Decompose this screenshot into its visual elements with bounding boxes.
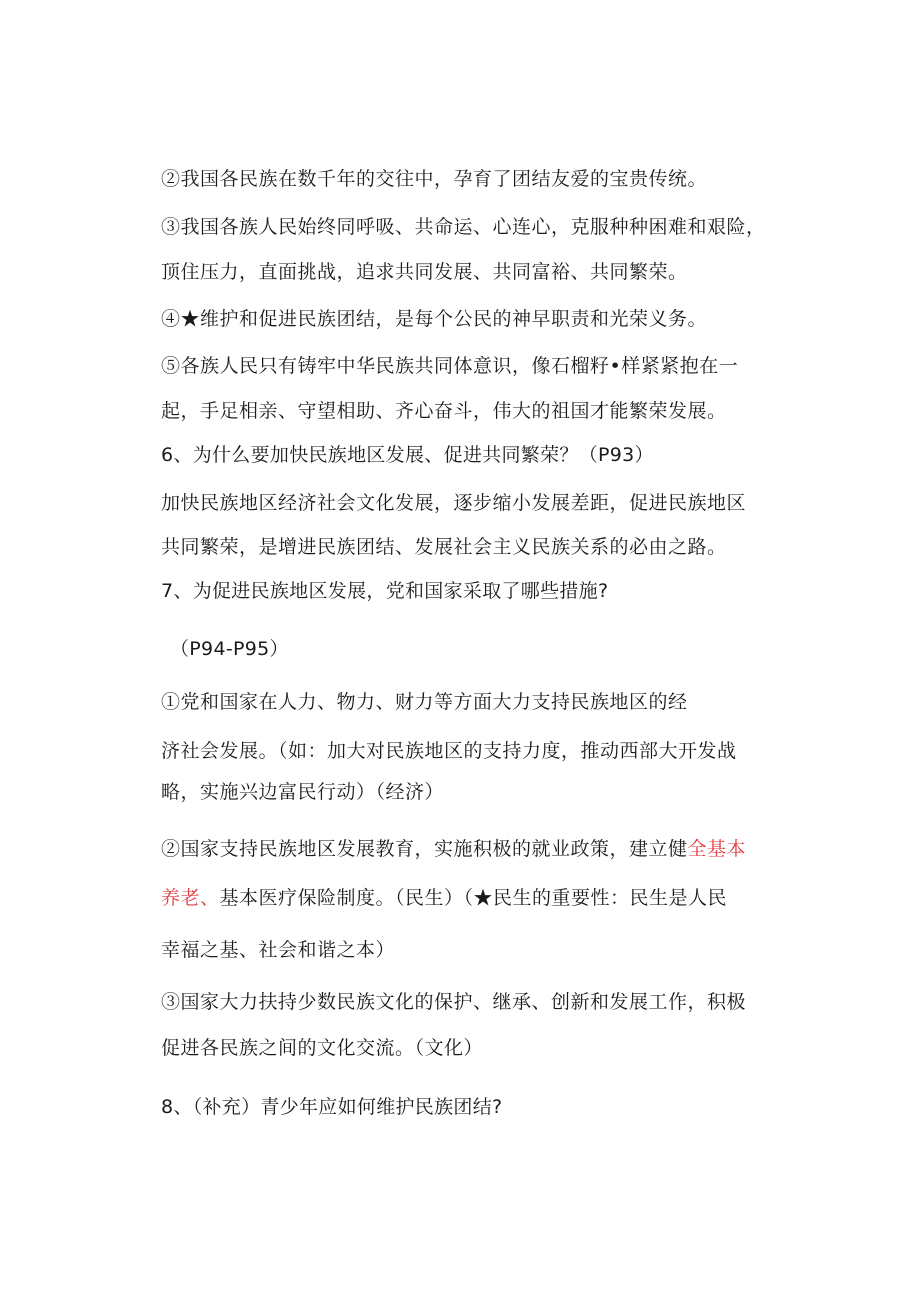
answer-6-line1: 加快民族地区经济社会文化发展，逐步缩小发展差距，促进民族地区 — [161, 492, 747, 514]
point-5-text-line1: ⑤各族人民只有铸牢中华民族共同体意识，像石榴籽•样紧紧抱在一 — [161, 355, 739, 377]
highlighted-text: 养老、 — [161, 887, 220, 909]
measure-3-line2: 促进各民族之间的文化交流。（文化） — [161, 1037, 484, 1059]
measure-2-line2 — [161, 885, 727, 911]
measure-2-line3: 幸福之基、社会和谐之本） — [161, 939, 396, 961]
measure-1-line3: 略，实施兴边富民行动）（经济） — [161, 781, 445, 803]
measure-2-line1-text: ②国家支持民族地区发展教育，实施积极的就业政策，建立健 — [161, 838, 688, 860]
point-3-text-line2: 顶住压力，直面挑战，追求共同发展、共同富裕、共同繁荣。 — [161, 261, 688, 283]
point-2-text: ②我国各民族在数千年的交往中，孕育了团结友爱的宝贵传统。 — [161, 168, 708, 190]
point-4-text: ④★维护和促进民族团结，是每个公民的神早职责和光荣义务。 — [161, 308, 708, 330]
point-5-text-line2: 起，手足相亲、守望相助、齐心奋斗，伟大的祖国才能繁荣发展。 — [161, 400, 727, 422]
measure-2-line1 — [161, 836, 746, 862]
question-8-heading: 8、（补充）青少年应如何维护民族团结? — [161, 1096, 503, 1118]
answer-6-line2: 共同繁荣，是增进民族团结、发展社会主义民族关系的必由之路。 — [161, 536, 727, 558]
question-7-heading: 7、为促进民族地区发展，党和国家采取了哪些措施? — [161, 580, 609, 602]
question-6-heading: 6、为什么要加快民族地区发展、促进共同繁荣？（P93） — [161, 444, 654, 466]
point-3-text-line1: ③我国各族人民始终同呼吸、共命运、心连心，克服种种困难和艰险， — [161, 216, 766, 238]
measure-1-line2: 济社会发展。（如：加大对民族地区的支持力度，推动西部大开发战 — [161, 740, 737, 762]
highlighted-text: 全基本 — [687, 838, 747, 860]
measure-1-line1: ①党和国家在人力、物力、财力等方面大力支持民族地区的经 — [161, 691, 688, 713]
question-7-page-ref: （P94-P95） — [170, 638, 289, 660]
measure-3-line1: ③国家大力扶持少数民族文化的保护、继承、创新和发展工作，积极 — [161, 991, 747, 1013]
measure-2-line2-text: 基本医疗保险制度。（民生）（★民生的重要性：民生是人民 — [219, 887, 728, 909]
